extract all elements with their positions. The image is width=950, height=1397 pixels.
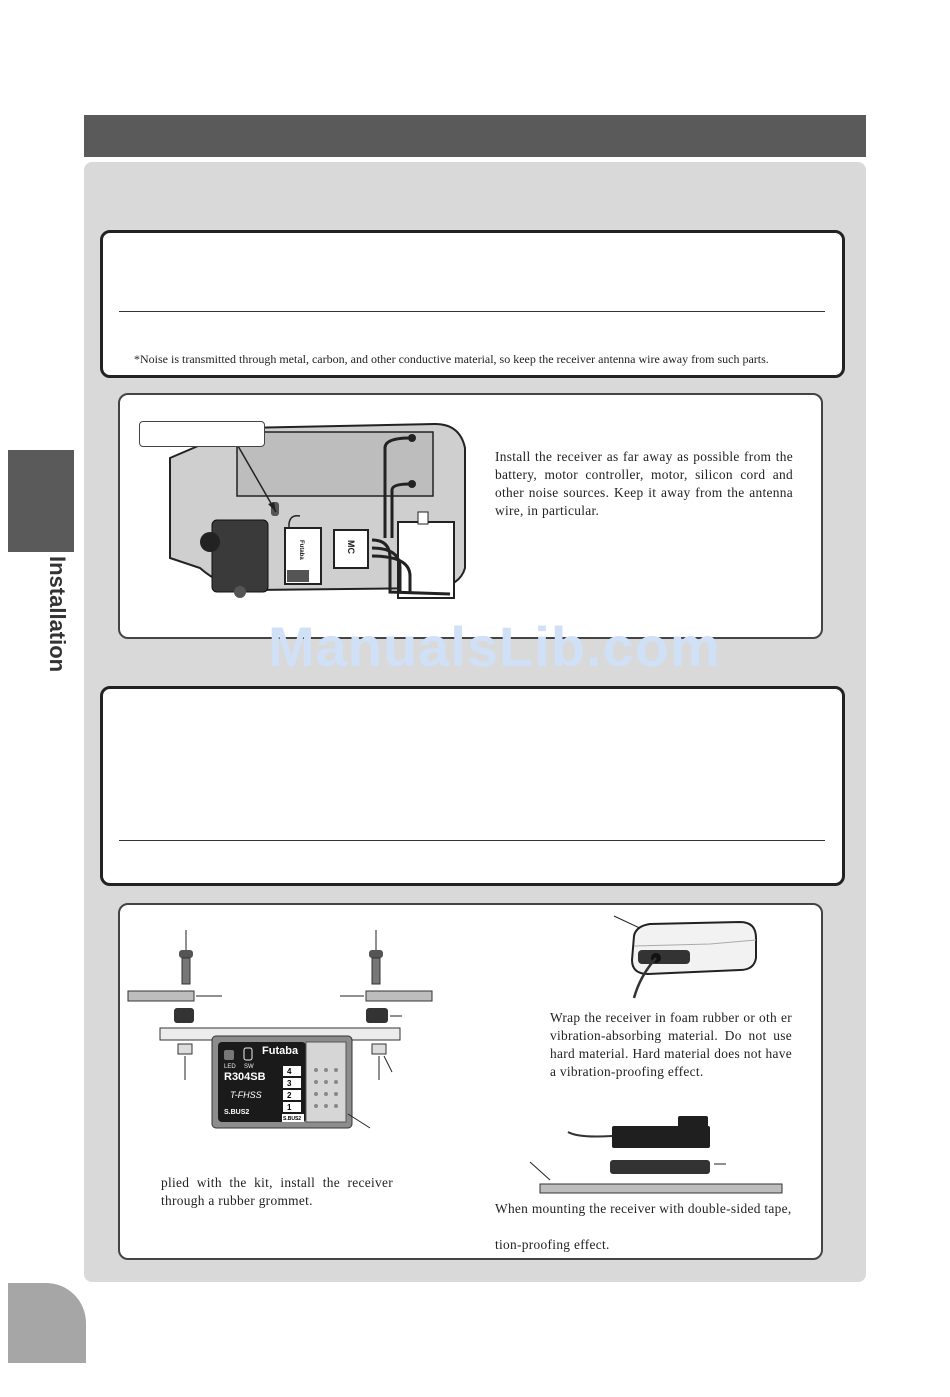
notice-box-2 bbox=[100, 686, 845, 886]
svg-text:MC: MC bbox=[346, 540, 356, 554]
tape-instruction-1: When mounting the receiver with double-sided tape, bbox=[495, 1201, 792, 1216]
tape-mount-diagram bbox=[528, 1112, 784, 1200]
svg-text:3: 3 bbox=[287, 1079, 292, 1088]
svg-text:Futaba: Futaba bbox=[262, 1045, 299, 1057]
callout-label-box bbox=[139, 421, 265, 447]
svg-text:SW: SW bbox=[244, 1064, 254, 1070]
noise-note: *Noise is transmitted through metal, carbon, and other conductive material, so keep the receiver antenna wire away from such parts. bbox=[134, 352, 769, 366]
side-tab-label: Installation bbox=[45, 556, 70, 673]
grommet-mounting-diagram bbox=[126, 928, 444, 1134]
svg-text:T-FHSS: T-FHSS bbox=[230, 1090, 262, 1100]
notice-divider-2 bbox=[119, 840, 825, 841]
watermark: ManualsLib.com bbox=[268, 615, 721, 678]
svg-text:S.BUS2: S.BUS2 bbox=[283, 1116, 302, 1122]
svg-text:R304SB: R304SB bbox=[224, 1071, 266, 1083]
grommet-instruction: plied with the kit, install the receiver through a rubber grommet. bbox=[161, 1175, 393, 1208]
svg-text:LED: LED bbox=[224, 1064, 236, 1070]
tape-instruction-2: tion-proofing effect. bbox=[495, 1237, 610, 1252]
svg-text:2: 2 bbox=[287, 1091, 292, 1100]
svg-text:S.BUS2: S.BUS2 bbox=[224, 1109, 250, 1116]
section-header-bar bbox=[84, 115, 866, 157]
foam-wrap-diagram bbox=[610, 912, 760, 1002]
placement-instruction: Install the receiver as far away as possible from the battery, motor controller, motor, silicon cord and other noise sources. Keep it away from the antenna wire, in particular. bbox=[495, 449, 793, 518]
foam-instruction: Wrap the receiver in foam rubber or oth er vibration-absorbing material. Do not use hard material. Hard material does not have a vibration-proofing effect. bbox=[550, 1010, 792, 1079]
svg-text:1: 1 bbox=[287, 1103, 292, 1112]
svg-text:Futaba: Futaba bbox=[298, 540, 304, 560]
page-number-tab bbox=[8, 1283, 86, 1363]
notice-divider-1 bbox=[119, 311, 825, 312]
svg-text:4: 4 bbox=[287, 1067, 292, 1076]
side-tab-marker bbox=[8, 450, 74, 552]
